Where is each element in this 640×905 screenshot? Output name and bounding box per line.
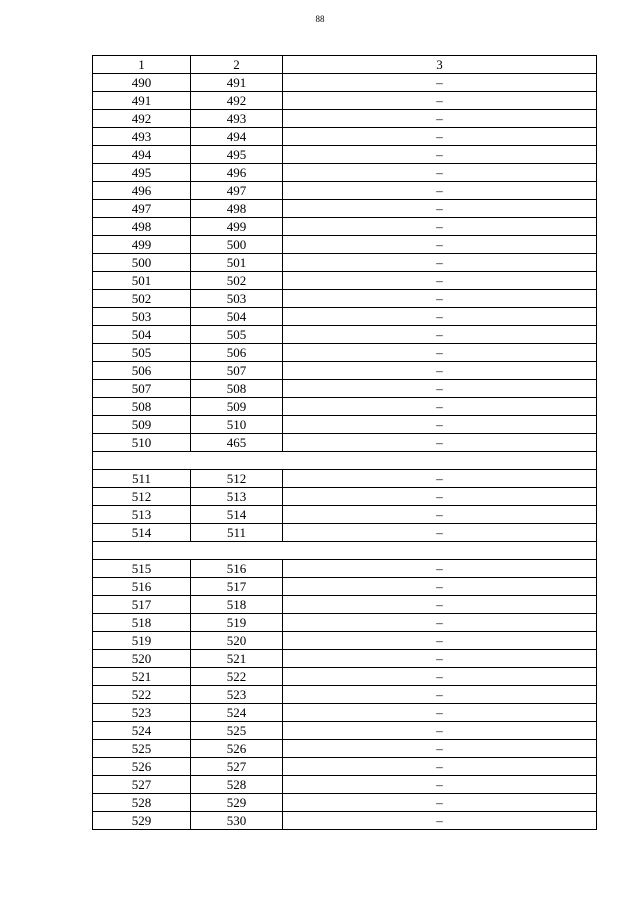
table-cell-col-3: – xyxy=(283,380,597,398)
table-cell-col-1: 499 xyxy=(93,236,191,254)
table-cell-col-1: 527 xyxy=(93,776,191,794)
table-cell-col-1: 503 xyxy=(93,308,191,326)
table-cell-col-3: – xyxy=(283,758,597,776)
table-cell-col-3: – xyxy=(283,578,597,596)
table-row xyxy=(93,362,597,380)
column-header-3: 3 xyxy=(283,56,597,74)
table-cell-col-2: 516 xyxy=(191,560,283,578)
table-row xyxy=(93,578,597,596)
table-cell-col-2: 497 xyxy=(191,182,283,200)
block-separator-cell xyxy=(93,542,597,560)
table-cell-col-1: 520 xyxy=(93,650,191,668)
table-cell-col-3: – xyxy=(283,92,597,110)
table-cell-col-2: 512 xyxy=(191,470,283,488)
table-row xyxy=(93,524,597,542)
table-row xyxy=(93,254,597,272)
table-cell-col-2: 520 xyxy=(191,632,283,650)
table-cell-col-3: – xyxy=(283,776,597,794)
table-cell-col-3: – xyxy=(283,362,597,380)
table-cell-col-3: – xyxy=(283,596,597,614)
table-cell-col-3: – xyxy=(283,650,597,668)
table-cell-col-3: – xyxy=(283,236,597,254)
table-cell-col-3: – xyxy=(283,686,597,704)
table-row xyxy=(93,812,597,830)
table-cell-col-2: 514 xyxy=(191,506,283,524)
table-cell-col-1: 516 xyxy=(93,578,191,596)
table-cell-col-2: 501 xyxy=(191,254,283,272)
table-cell-col-2: 523 xyxy=(191,686,283,704)
table-cell-col-1: 517 xyxy=(93,596,191,614)
table-cell-col-2: 526 xyxy=(191,740,283,758)
table-cell-col-1: 500 xyxy=(93,254,191,272)
table-cell-col-2: 506 xyxy=(191,344,283,362)
table-row xyxy=(93,470,597,488)
table-cell-col-3: – xyxy=(283,794,597,812)
block-separator-row xyxy=(93,452,597,470)
table-cell-col-1: 505 xyxy=(93,344,191,362)
table-cell-col-2: 465 xyxy=(191,434,283,452)
table-row xyxy=(93,308,597,326)
table-cell-col-3: – xyxy=(283,704,597,722)
table-cell-col-2: 507 xyxy=(191,362,283,380)
table-cell-col-3: – xyxy=(283,146,597,164)
table-cell-col-1: 528 xyxy=(93,794,191,812)
table-cell-col-1: 504 xyxy=(93,326,191,344)
table-row xyxy=(93,434,597,452)
table-cell-col-3: – xyxy=(283,560,597,578)
table-cell-col-3: – xyxy=(283,614,597,632)
table-cell-col-1: 495 xyxy=(93,164,191,182)
table-cell-col-1: 526 xyxy=(93,758,191,776)
table-cell-col-3: – xyxy=(283,398,597,416)
table-cell-col-3: – xyxy=(283,272,597,290)
table-cell-col-2: 530 xyxy=(191,812,283,830)
table-row xyxy=(93,380,597,398)
table-cell-col-2: 508 xyxy=(191,380,283,398)
table-cell-col-2: 498 xyxy=(191,200,283,218)
table-row xyxy=(93,560,597,578)
table-row xyxy=(93,272,597,290)
table-cell-col-3: – xyxy=(283,722,597,740)
table-row xyxy=(93,686,597,704)
table-cell-col-2: 496 xyxy=(191,164,283,182)
table-cell-col-1: 518 xyxy=(93,614,191,632)
table-cell-col-3: – xyxy=(283,812,597,830)
table-cell-col-3: – xyxy=(283,290,597,308)
table-row xyxy=(93,668,597,686)
table-cell-col-2: 519 xyxy=(191,614,283,632)
table-row xyxy=(93,614,597,632)
table-cell-col-1: 493 xyxy=(93,128,191,146)
table-row xyxy=(93,110,597,128)
table-row xyxy=(93,92,597,110)
table-row xyxy=(93,164,597,182)
table-cell-col-1: 513 xyxy=(93,506,191,524)
table-cell-col-2: 491 xyxy=(191,74,283,92)
table-header-row xyxy=(93,56,597,74)
column-header-2: 2 xyxy=(191,56,283,74)
table-row xyxy=(93,236,597,254)
table-cell-col-1: 514 xyxy=(93,524,191,542)
table-cell-col-2: 492 xyxy=(191,92,283,110)
table-cell-col-3: – xyxy=(283,632,597,650)
table-cell-col-1: 501 xyxy=(93,272,191,290)
table-cell-col-1: 521 xyxy=(93,668,191,686)
table-cell-col-2: 511 xyxy=(191,524,283,542)
table-cell-col-1: 491 xyxy=(93,92,191,110)
table-cell-col-1: 522 xyxy=(93,686,191,704)
table-row xyxy=(93,704,597,722)
table-cell-col-1: 509 xyxy=(93,416,191,434)
table-cell-col-3: – xyxy=(283,344,597,362)
table-row xyxy=(93,650,597,668)
table-cell-col-1: 496 xyxy=(93,182,191,200)
table-cell-col-1: 497 xyxy=(93,200,191,218)
table-cell-col-2: 502 xyxy=(191,272,283,290)
table-cell-col-3: – xyxy=(283,416,597,434)
table-cell-col-2: 504 xyxy=(191,308,283,326)
block-separator-cell xyxy=(93,452,597,470)
table-cell-col-3: – xyxy=(283,218,597,236)
table-cell-col-1: 525 xyxy=(93,740,191,758)
table-cell-col-2: 528 xyxy=(191,776,283,794)
table-row xyxy=(93,488,597,506)
table-cell-col-1: 490 xyxy=(93,74,191,92)
table-cell-col-3: – xyxy=(283,488,597,506)
table-cell-col-2: 525 xyxy=(191,722,283,740)
data-table xyxy=(92,55,597,830)
table-cell-col-3: – xyxy=(283,164,597,182)
table-row xyxy=(93,416,597,434)
table-cell-col-1: 529 xyxy=(93,812,191,830)
table-cell-col-3: – xyxy=(283,470,597,488)
table-row xyxy=(93,128,597,146)
table-cell-col-1: 512 xyxy=(93,488,191,506)
table-row xyxy=(93,218,597,236)
table-cell-col-1: 523 xyxy=(93,704,191,722)
column-header-1: 1 xyxy=(93,56,191,74)
table-cell-col-2: 503 xyxy=(191,290,283,308)
table-row xyxy=(93,632,597,650)
table-cell-col-3: – xyxy=(283,326,597,344)
table-cell-col-3: – xyxy=(283,668,597,686)
table-cell-col-1: 508 xyxy=(93,398,191,416)
table-row xyxy=(93,758,597,776)
table-cell-col-2: 521 xyxy=(191,650,283,668)
table-cell-col-3: – xyxy=(283,506,597,524)
table-cell-col-2: 517 xyxy=(191,578,283,596)
table-cell-col-2: 529 xyxy=(191,794,283,812)
table-cell-col-3: – xyxy=(283,110,597,128)
table-cell-col-3: – xyxy=(283,434,597,452)
table-cell-col-1: 511 xyxy=(93,470,191,488)
table-cell-col-3: – xyxy=(283,524,597,542)
table-row xyxy=(93,596,597,614)
table-row xyxy=(93,182,597,200)
table-cell-col-2: 518 xyxy=(191,596,283,614)
table-row xyxy=(93,290,597,308)
table-cell-col-2: 499 xyxy=(191,218,283,236)
table-cell-col-3: – xyxy=(283,254,597,272)
table-cell-col-2: 522 xyxy=(191,668,283,686)
table-cell-col-2: 524 xyxy=(191,704,283,722)
table-cell-col-2: 500 xyxy=(191,236,283,254)
table-cell-col-3: – xyxy=(283,740,597,758)
table-row xyxy=(93,200,597,218)
block-separator-row xyxy=(93,542,597,560)
table-cell-col-1: 498 xyxy=(93,218,191,236)
table-cell-col-2: 509 xyxy=(191,398,283,416)
table-cell-col-3: – xyxy=(283,128,597,146)
table-cell-col-2: 527 xyxy=(191,758,283,776)
table-cell-col-1: 492 xyxy=(93,110,191,128)
table-row xyxy=(93,740,597,758)
table-cell-col-2: 510 xyxy=(191,416,283,434)
table-cell-col-1: 515 xyxy=(93,560,191,578)
table-cell-col-3: – xyxy=(283,308,597,326)
table-cell-col-3: – xyxy=(283,74,597,92)
table-cell-col-2: 495 xyxy=(191,146,283,164)
table-cell-col-1: 502 xyxy=(93,290,191,308)
table-row xyxy=(93,344,597,362)
table-row xyxy=(93,722,597,740)
page-number: 88 xyxy=(315,14,325,24)
table-cell-col-1: 506 xyxy=(93,362,191,380)
table-row xyxy=(93,506,597,524)
table-row xyxy=(93,776,597,794)
table-cell-col-1: 510 xyxy=(93,434,191,452)
table-cell-col-2: 505 xyxy=(191,326,283,344)
table-cell-col-2: 494 xyxy=(191,128,283,146)
table-cell-col-2: 493 xyxy=(191,110,283,128)
table-row xyxy=(93,74,597,92)
table-body xyxy=(93,56,597,830)
table-cell-col-1: 519 xyxy=(93,632,191,650)
table-cell-col-1: 494 xyxy=(93,146,191,164)
table-row xyxy=(93,398,597,416)
table-cell-col-1: 524 xyxy=(93,722,191,740)
table-cell-col-3: – xyxy=(283,200,597,218)
table-cell-col-1: 507 xyxy=(93,380,191,398)
table-row xyxy=(93,794,597,812)
table-cell-col-2: 513 xyxy=(191,488,283,506)
table-row xyxy=(93,326,597,344)
table-cell-col-3: – xyxy=(283,182,597,200)
table-row xyxy=(93,146,597,164)
